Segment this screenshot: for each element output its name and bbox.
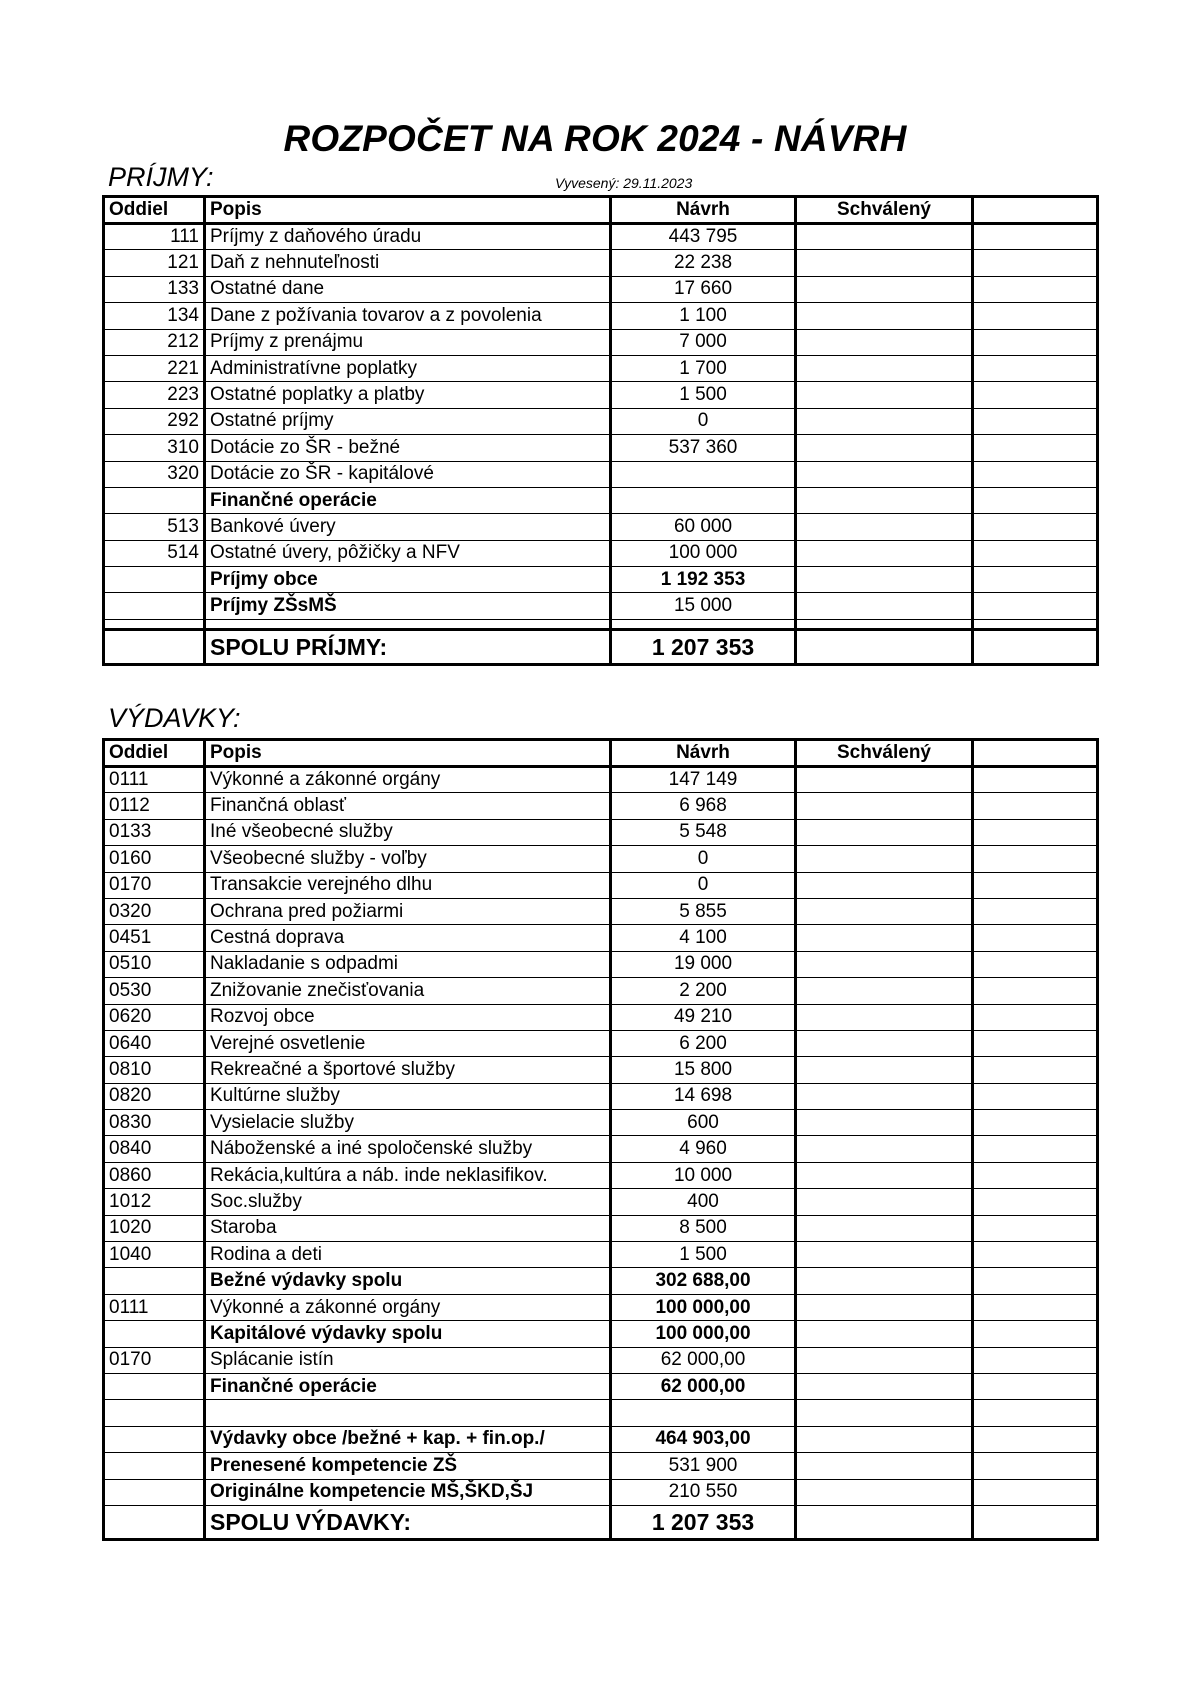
total-approved (796, 629, 973, 664)
row-description: Vysielacie služby (205, 1110, 611, 1136)
row-proposal-value: 1 100 (611, 303, 796, 329)
row-code: 0620 (104, 1004, 205, 1030)
row-approved-value (796, 1136, 973, 1162)
row-extra (973, 1347, 1098, 1373)
row-code: 0170 (104, 872, 205, 898)
row-approved-value (796, 872, 973, 898)
table-row (104, 1242, 1098, 1268)
row-description: Príjmy ZŠsMŠ (205, 593, 611, 619)
row-description: Rekácia,kultúra a náb. inde neklasifikov. (205, 1162, 611, 1188)
row-description (205, 1400, 611, 1426)
row-extra (973, 793, 1098, 819)
row-proposal-value: 531 900 (611, 1453, 796, 1479)
row-approved-value (796, 435, 973, 461)
table-row (104, 1030, 1098, 1056)
total-extra (973, 1505, 1098, 1539)
row-extra (973, 1400, 1098, 1426)
row-description: Splácanie istín (205, 1347, 611, 1373)
table-row (104, 1268, 1098, 1294)
row-extra (973, 276, 1098, 302)
row-description: Ostatné úvery, pôžičky a NFV (205, 540, 611, 566)
row-code (104, 1268, 205, 1294)
row-extra (973, 1057, 1098, 1083)
row-code: 0820 (104, 1083, 205, 1109)
income-header-desc: Popis (205, 197, 611, 224)
row-proposal-value: 302 688,00 (611, 1268, 796, 1294)
table-row (104, 1321, 1098, 1347)
row-proposal-value: 443 795 (611, 224, 796, 250)
row-code: 1020 (104, 1215, 205, 1241)
row-extra (973, 1110, 1098, 1136)
row-extra (973, 567, 1098, 593)
income-section-title: PRÍJMY: (108, 162, 214, 192)
row-approved-value (796, 593, 973, 619)
row-approved-value (796, 767, 973, 793)
row-proposal-value: 537 360 (611, 435, 796, 461)
row-proposal-value: 100 000,00 (611, 1294, 796, 1320)
table-row (104, 1083, 1098, 1109)
row-approved-value (796, 224, 973, 250)
total-row (104, 1505, 1098, 1539)
row-description: Príjmy z daňového úradu (205, 224, 611, 250)
row-extra (973, 1373, 1098, 1399)
row-proposal-value: 17 660 (611, 276, 796, 302)
table-row (104, 408, 1098, 434)
row-code: 0830 (104, 1110, 205, 1136)
row-approved-value (796, 1110, 973, 1136)
row-description: Príjmy obce (205, 567, 611, 593)
row-approved-value (796, 329, 973, 355)
spacer-cell (796, 619, 973, 629)
table-row (104, 846, 1098, 872)
row-description: Rekreačné a športové služby (205, 1057, 611, 1083)
row-proposal-value: 1 700 (611, 355, 796, 381)
row-code: 0160 (104, 846, 205, 872)
table-row (104, 329, 1098, 355)
spacer-row (104, 619, 1098, 629)
row-proposal-value: 147 149 (611, 767, 796, 793)
expense-header-row (104, 740, 1098, 767)
row-description: Staroba (205, 1215, 611, 1241)
row-extra (973, 382, 1098, 408)
row-approved-value (796, 567, 973, 593)
row-description: Nakladanie s odpadmi (205, 951, 611, 977)
table-row (104, 1215, 1098, 1241)
table-row (104, 1347, 1098, 1373)
row-description: Dotácie zo ŠR - bežné (205, 435, 611, 461)
row-approved-value (796, 487, 973, 513)
row-description: Ostatné príjmy (205, 408, 611, 434)
total-value: 1 207 353 (611, 1505, 796, 1539)
row-extra (973, 1215, 1098, 1241)
row-description: Výkonné a zákonné orgány (205, 767, 611, 793)
row-code: 0451 (104, 925, 205, 951)
total-row (104, 629, 1098, 664)
table-row (104, 540, 1098, 566)
row-extra (973, 540, 1098, 566)
row-code: 1012 (104, 1189, 205, 1215)
table-row (104, 819, 1098, 845)
table-row (104, 1479, 1098, 1505)
row-code: 0530 (104, 978, 205, 1004)
table-row (104, 1057, 1098, 1083)
row-code: 111 (104, 224, 205, 250)
row-code: 292 (104, 408, 205, 434)
row-description: Prenesené kompetencie ZŠ (205, 1453, 611, 1479)
row-approved-value (796, 1453, 973, 1479)
row-code: 134 (104, 303, 205, 329)
total-approved (796, 1505, 973, 1539)
row-approved-value (796, 1321, 973, 1347)
row-code: 513 (104, 514, 205, 540)
table-row (104, 567, 1098, 593)
row-extra (973, 355, 1098, 381)
row-proposal-value: 210 550 (611, 1479, 796, 1505)
row-approved-value (796, 1030, 973, 1056)
row-proposal-value: 62 000,00 (611, 1373, 796, 1399)
row-proposal-value: 100 000,00 (611, 1321, 796, 1347)
table-row (104, 1400, 1098, 1426)
row-code (104, 1426, 205, 1452)
row-proposal-value: 6 968 (611, 793, 796, 819)
row-approved-value (796, 1426, 973, 1452)
row-extra (973, 435, 1098, 461)
expense-section-title: VÝDAVKY: (108, 703, 241, 733)
row-description: Dotácie zo ŠR - kapitálové (205, 461, 611, 487)
total-label: SPOLU VÝDAVKY: (205, 1505, 611, 1539)
income-header-code: Oddiel (104, 197, 205, 224)
row-code: 223 (104, 382, 205, 408)
row-proposal-value: 8 500 (611, 1215, 796, 1241)
row-extra (973, 329, 1098, 355)
table-row (104, 355, 1098, 381)
row-proposal-value: 4 960 (611, 1136, 796, 1162)
row-extra (973, 1453, 1098, 1479)
row-extra (973, 461, 1098, 487)
row-approved-value (796, 1083, 973, 1109)
row-approved-value (796, 1479, 973, 1505)
row-approved-value (796, 1294, 973, 1320)
total-code (104, 629, 205, 664)
row-extra (973, 1162, 1098, 1188)
row-description: Soc.služby (205, 1189, 611, 1215)
row-approved-value (796, 408, 973, 434)
row-code (104, 487, 205, 513)
row-description: Administratívne poplatky (205, 355, 611, 381)
income-header-row (104, 197, 1098, 224)
row-extra (973, 303, 1098, 329)
table-row (104, 224, 1098, 250)
row-description: Verejné osvetlenie (205, 1030, 611, 1056)
row-description: Všeobecné služby - voľby (205, 846, 611, 872)
row-extra (973, 1083, 1098, 1109)
row-description: Výkonné a zákonné orgány (205, 1294, 611, 1320)
table-row (104, 1294, 1098, 1320)
row-proposal-value: 5 855 (611, 898, 796, 924)
row-approved-value (796, 514, 973, 540)
table-row (104, 303, 1098, 329)
row-description: Dane z požívania tovarov a z povolenia (205, 303, 611, 329)
row-approved-value (796, 1162, 973, 1188)
total-label: SPOLU PRÍJMY: (205, 629, 611, 664)
row-extra (973, 846, 1098, 872)
total-value: 1 207 353 (611, 629, 796, 664)
table-row (104, 1162, 1098, 1188)
row-code: 221 (104, 355, 205, 381)
table-row (104, 593, 1098, 619)
row-proposal-value: 400 (611, 1189, 796, 1215)
row-extra (973, 1479, 1098, 1505)
row-proposal-value: 1 192 353 (611, 567, 796, 593)
row-approved-value (796, 355, 973, 381)
table-row (104, 435, 1098, 461)
row-extra (973, 593, 1098, 619)
table-row (104, 382, 1098, 408)
row-approved-value (796, 925, 973, 951)
table-row (104, 461, 1098, 487)
row-extra (973, 1242, 1098, 1268)
row-description: Rozvoj obce (205, 1004, 611, 1030)
row-proposal-value: 60 000 (611, 514, 796, 540)
row-proposal-value (611, 1400, 796, 1426)
row-code: 121 (104, 250, 205, 276)
row-extra (973, 767, 1098, 793)
row-extra (973, 408, 1098, 434)
row-extra (973, 872, 1098, 898)
row-approved-value (796, 793, 973, 819)
row-extra (973, 978, 1098, 1004)
row-proposal-value: 49 210 (611, 1004, 796, 1030)
row-approved-value (796, 250, 973, 276)
row-description: Iné všeobecné služby (205, 819, 611, 845)
row-proposal-value: 464 903,00 (611, 1426, 796, 1452)
row-code (104, 1400, 205, 1426)
row-code: 0840 (104, 1136, 205, 1162)
row-approved-value (796, 540, 973, 566)
row-code: 212 (104, 329, 205, 355)
row-proposal-value: 1 500 (611, 382, 796, 408)
row-approved-value (796, 978, 973, 1004)
income-header-extra (973, 197, 1098, 224)
row-approved-value (796, 1004, 973, 1030)
total-code (104, 1505, 205, 1539)
row-code (104, 567, 205, 593)
row-code (104, 1453, 205, 1479)
table-row (104, 1136, 1098, 1162)
table-row (104, 250, 1098, 276)
row-description: Výdavky obce /bežné + kap. + fin.op./ (205, 1426, 611, 1452)
row-description: Kapitálové výdavky spolu (205, 1321, 611, 1347)
row-extra (973, 514, 1098, 540)
table-row (104, 978, 1098, 1004)
row-code: 0111 (104, 767, 205, 793)
row-proposal-value: 0 (611, 408, 796, 434)
income-header-proposal: Návrh (611, 197, 796, 224)
expense-header-approved: Schválený (796, 740, 973, 767)
row-code (104, 1373, 205, 1399)
row-extra (973, 250, 1098, 276)
table-row (104, 951, 1098, 977)
row-proposal-value: 7 000 (611, 329, 796, 355)
row-description: Daň z nehnuteľnosti (205, 250, 611, 276)
table-row (104, 514, 1098, 540)
row-description: Bankové úvery (205, 514, 611, 540)
row-description: Ostatné poplatky a platby (205, 382, 611, 408)
row-proposal-value: 600 (611, 1110, 796, 1136)
row-extra (973, 819, 1098, 845)
row-code (104, 1321, 205, 1347)
row-extra (973, 898, 1098, 924)
row-description: Príjmy z prenájmu (205, 329, 611, 355)
row-approved-value (796, 382, 973, 408)
row-description: Znižovanie znečisťovania (205, 978, 611, 1004)
row-extra (973, 1268, 1098, 1294)
row-proposal-value: 5 548 (611, 819, 796, 845)
row-code: 133 (104, 276, 205, 302)
expense-table (102, 738, 1099, 1541)
table-row (104, 487, 1098, 513)
row-proposal-value: 19 000 (611, 951, 796, 977)
row-description: Finančné operácie (205, 487, 611, 513)
row-approved-value (796, 461, 973, 487)
row-proposal-value: 15 000 (611, 593, 796, 619)
total-extra (973, 629, 1098, 664)
row-approved-value (796, 951, 973, 977)
row-approved-value (796, 846, 973, 872)
row-extra (973, 1136, 1098, 1162)
row-code: 310 (104, 435, 205, 461)
row-approved-value (796, 303, 973, 329)
row-code: 0860 (104, 1162, 205, 1188)
table-row (104, 1004, 1098, 1030)
row-proposal-value: 15 800 (611, 1057, 796, 1083)
row-proposal-value (611, 487, 796, 513)
table-row (104, 898, 1098, 924)
table-row (104, 1110, 1098, 1136)
row-code: 514 (104, 540, 205, 566)
row-description: Transakcie verejného dlhu (205, 872, 611, 898)
table-row (104, 767, 1098, 793)
row-proposal-value: 6 200 (611, 1030, 796, 1056)
row-proposal-value: 0 (611, 846, 796, 872)
row-proposal-value (611, 461, 796, 487)
row-approved-value (796, 1347, 973, 1373)
row-proposal-value: 1 500 (611, 1242, 796, 1268)
row-code (104, 593, 205, 619)
row-proposal-value: 22 238 (611, 250, 796, 276)
row-approved-value (796, 1242, 973, 1268)
row-extra (973, 925, 1098, 951)
row-approved-value (796, 1373, 973, 1399)
row-description: Originálne kompetencie MŠ,ŠKD,ŠJ (205, 1479, 611, 1505)
row-description: Kultúrne služby (205, 1083, 611, 1109)
spacer-cell (611, 619, 796, 629)
table-row (104, 1373, 1098, 1399)
table-row (104, 793, 1098, 819)
row-proposal-value: 62 000,00 (611, 1347, 796, 1373)
spacer-cell (205, 619, 611, 629)
expense-header-desc: Popis (205, 740, 611, 767)
row-extra (973, 951, 1098, 977)
row-approved-value (796, 1215, 973, 1241)
row-proposal-value: 4 100 (611, 925, 796, 951)
income-table (102, 195, 1099, 666)
expense-header-proposal: Návrh (611, 740, 796, 767)
row-extra (973, 1321, 1098, 1347)
row-approved-value (796, 819, 973, 845)
row-code: 0170 (104, 1347, 205, 1373)
row-proposal-value: 100 000 (611, 540, 796, 566)
row-code: 0510 (104, 951, 205, 977)
row-description: Bežné výdavky spolu (205, 1268, 611, 1294)
row-description: Cestná doprava (205, 925, 611, 951)
row-proposal-value: 2 200 (611, 978, 796, 1004)
row-code: 0111 (104, 1294, 205, 1320)
table-row (104, 276, 1098, 302)
row-code: 0320 (104, 898, 205, 924)
table-row (104, 1453, 1098, 1479)
row-approved-value (796, 898, 973, 924)
row-code (104, 1479, 205, 1505)
row-proposal-value: 10 000 (611, 1162, 796, 1188)
row-extra (973, 1004, 1098, 1030)
row-extra (973, 1294, 1098, 1320)
row-proposal-value: 14 698 (611, 1083, 796, 1109)
row-approved-value (796, 276, 973, 302)
table-row (104, 925, 1098, 951)
row-description: Ochrana pred požiarmi (205, 898, 611, 924)
row-description: Náboženské a iné spoločenské služby (205, 1136, 611, 1162)
spacer-cell (104, 619, 205, 629)
row-description: Finančná oblasť (205, 793, 611, 819)
table-row (104, 1426, 1098, 1452)
row-approved-value (796, 1189, 973, 1215)
posted-date: Vyvesený: 29.11.2023 (555, 175, 693, 191)
row-extra (973, 487, 1098, 513)
table-row (104, 872, 1098, 898)
row-extra (973, 1426, 1098, 1452)
row-extra (973, 1189, 1098, 1215)
row-code: 0133 (104, 819, 205, 845)
expense-header-extra (973, 740, 1098, 767)
spacer-cell (973, 619, 1098, 629)
row-code: 0112 (104, 793, 205, 819)
row-description: Finančné operácie (205, 1373, 611, 1399)
row-extra (973, 1030, 1098, 1056)
row-proposal-value: 0 (611, 872, 796, 898)
row-description: Rodina a deti (205, 1242, 611, 1268)
row-approved-value (796, 1268, 973, 1294)
table-row (104, 1189, 1098, 1215)
row-code: 0810 (104, 1057, 205, 1083)
row-code: 320 (104, 461, 205, 487)
row-extra (973, 224, 1098, 250)
row-approved-value (796, 1400, 973, 1426)
document-title: ROZPOČET NA ROK 2024 - NÁVRH (283, 118, 907, 159)
row-code: 1040 (104, 1242, 205, 1268)
row-description: Ostatné dane (205, 276, 611, 302)
row-approved-value (796, 1057, 973, 1083)
row-code: 0640 (104, 1030, 205, 1056)
expense-header-code: Oddiel (104, 740, 205, 767)
income-header-approved: Schválený (796, 197, 973, 224)
